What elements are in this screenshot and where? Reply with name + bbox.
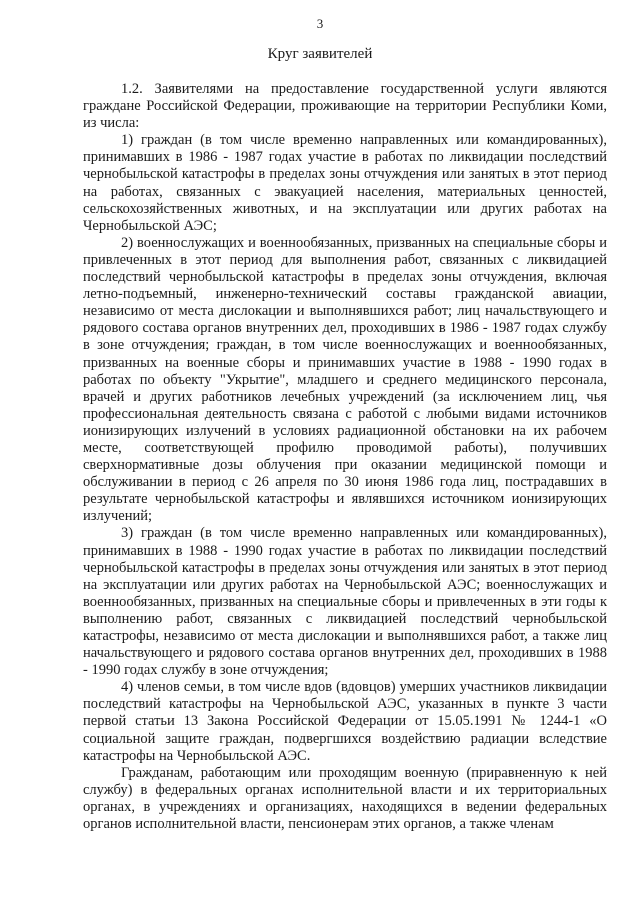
- document-body: [83, 81, 607, 833]
- paragraph-intro: 1.2. Заявителями на предоставление государственной услуги являются граждане Российской Федерации, проживающие на территории Республики Коми, из числа:: [83, 81, 607, 132]
- paragraph-item-4: 4) членов семьи, в том числе вдов (вдовцов) умерших участников ликвидации последствий катастрофы на Чернобыльской АЭС, указанных в пункте 3 части первой статьи 13 Закона Российской Федерации от 15.05.1991 № 1244-1 «О социальной защите граждан, подвергшихся воздействию радиации вследствие катастрофы на Чернобыльской АЭС.: [83, 679, 607, 764]
- paragraph-continuation: Гражданам, работающим или проходящим военную (приравненную к ней службу) в федеральных органах исполнительной власти и их территориальных органах, в учреждениях и организациях, находящихся в ведении федеральных органов исполнительной власти, пенсионерам этих органов, а также членам: [83, 764, 607, 833]
- page-number: 3: [316, 16, 324, 31]
- paragraph-item-1: 1) граждан (в том числе временно направленных или командированных), принимавших в 1986 - 1987 годах участие в работах по ликвидации последствий чернобыльской катастрофы в пределах зоны отчуждения или занятых в этот период на работах, связанных с эвакуацией населения, материальных ценностей, сельскохозяйственных животных, и на эксплуатации или других работах на Чернобыльской АЭС;: [83, 132, 607, 234]
- section-title: Круг заявителей: [267, 46, 373, 62]
- paragraph-item-2: 2) военнослужащих и военнообязанных, призванных на специальные сборы и привлеченных в этот период для выполнения работ, связанных с ликвидацией последствий чернобыльской катастрофы в пределах зоны отчуждения, включая летно-подъемный, инженерно-технический составы гражданской авиации, независимо от места дислокации и выполнявшихся работ; лиц начальствующего и рядового состава органов внутренних дел, проходивших в 1986 - 1987 годах службу в зоне отчуждения; граждан, в том числе военнослужащих и военнообязанных, призванных на военные сборы и принимавших участие в 1988 - 1990 годах в работах по объекту "Укрытие", младшего и среднего медицинского персонала, врачей и других работников лечебных учреждений (за исключением лиц, чья профессиональная деятельность связана с работой с любыми видами источников ионизирующих излучений в условиях радиационной обстановки на их рабочем месте, соответствующей профилю проводимой работы), получивших сверхнормативные дозы облучения при оказании медицинской помощи и обслуживании в период с 26 апреля по 30 июня 1986 года лиц, пострадавших в результате чернобыльской катастрофы и являвшихся источником ионизирующих излучений;: [83, 234, 607, 525]
- paragraph-item-3: 3) граждан (в том числе временно направленных или командированных), принимавших в 1988 - 1990 годах участие в работах по ликвидации последствий чернобыльской катастрофы в пределах зоны отчуждения или занятых в этот период на эксплуатации или других работах на Чернобыльской АЭС; военнослужащих и военнообязанных, призванных на специальные сборы и привлеченных в эти годы к выполнению работ, связанных с ликвидацией последствий чернобыльской катастрофы, независимо от места дислокации и выполнявшихся работ, а также лиц начальствующего и рядового состава органов внутренних дел, проходивших в 1988 - 1990 годах службу в зоне отчуждения;: [83, 525, 607, 679]
